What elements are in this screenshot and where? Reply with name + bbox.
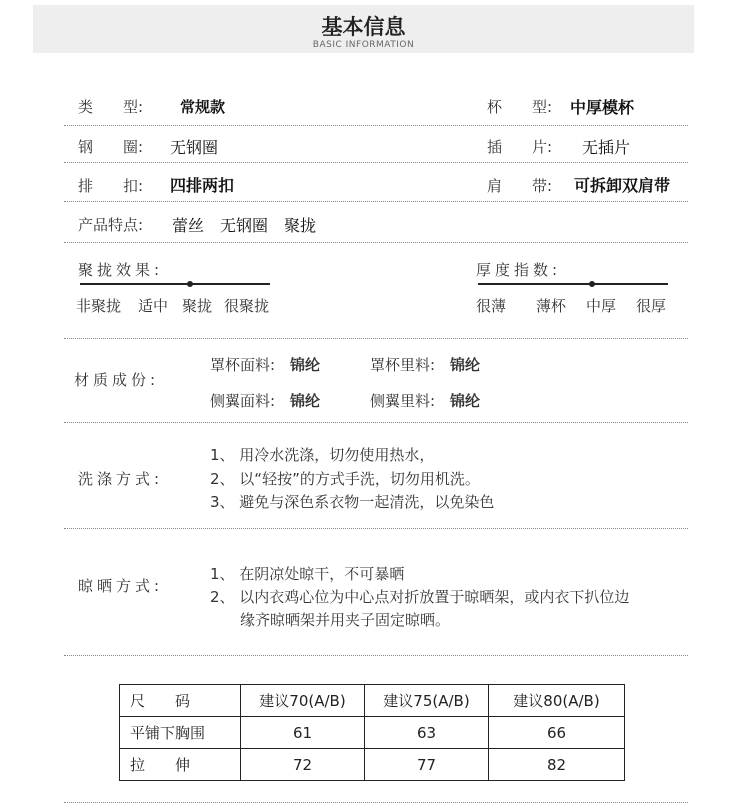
features-label: 产品特点: bbox=[78, 216, 144, 234]
washing-item: 2、 以“轻按”的方式手洗，切勿用机洗。 bbox=[210, 470, 480, 488]
wing-lining-value: 锦纶 bbox=[450, 392, 481, 410]
table-cell: 61 bbox=[241, 717, 365, 749]
insert-label: 插 片: bbox=[487, 138, 553, 156]
thickness-scale-2: 薄杯 bbox=[536, 297, 567, 315]
thickness-scale-line bbox=[478, 283, 668, 285]
table-cell: 平铺下胸围 bbox=[120, 717, 241, 749]
wing-lining-label: 侧翼里料: bbox=[370, 392, 436, 410]
type-value: 常规款 bbox=[180, 98, 226, 116]
thickness-scale-3: 中厚 bbox=[586, 297, 617, 315]
insert-value: 无插片 bbox=[582, 138, 631, 157]
hook-value: 四排两扣 bbox=[170, 176, 235, 195]
thickness-scale-4: 很厚 bbox=[636, 297, 667, 315]
divider bbox=[64, 422, 688, 423]
push-up-scale-3: 聚拢 bbox=[182, 297, 213, 315]
divider bbox=[64, 162, 688, 163]
thickness-scale-1: 很薄 bbox=[476, 297, 507, 315]
material-label: 材质成份: bbox=[74, 371, 160, 389]
table-cell: 72 bbox=[241, 749, 365, 781]
drying-item: 2、 以内衣鸡心位为中心点对折放置于晾晒架，或内衣下扒位边 bbox=[210, 588, 630, 606]
table-header-cell: 尺 码 bbox=[120, 685, 241, 717]
divider bbox=[64, 201, 688, 202]
washing-item: 1、 用冷水洗涤，切勿使用热水， bbox=[210, 446, 435, 464]
strap-value: 可拆卸双肩带 bbox=[574, 176, 671, 195]
thickness-label: 厚度指数: bbox=[476, 261, 562, 279]
strap-label: 肩 带: bbox=[487, 177, 553, 195]
cup-lining-value: 锦纶 bbox=[450, 356, 481, 374]
table-cell: 拉 伸 bbox=[120, 749, 241, 781]
table-header-cell: 建议75(A/B) bbox=[365, 685, 489, 717]
push-up-scale-2: 适中 bbox=[138, 297, 169, 315]
divider bbox=[64, 125, 688, 126]
table-header-cell: 建议70(A/B) bbox=[241, 685, 365, 717]
push-up-scale-4: 很聚拢 bbox=[224, 297, 270, 315]
drying-item: 1、 在阴凉处晾干，不可暴晒 bbox=[210, 565, 405, 583]
wire-label: 钢 圈: bbox=[78, 138, 144, 156]
divider bbox=[64, 338, 688, 339]
wing-face-value: 锦纶 bbox=[290, 392, 321, 410]
table-cell: 77 bbox=[365, 749, 489, 781]
wing-face-label: 侧翼面料: bbox=[210, 392, 276, 410]
table-header-row bbox=[120, 685, 625, 717]
section-header bbox=[33, 5, 694, 53]
push-up-label: 聚拢效果: bbox=[78, 261, 164, 279]
washing-label: 洗涤方式: bbox=[78, 470, 164, 488]
section-subtitle: BASIC INFORMATION bbox=[312, 40, 415, 50]
table-cell: 82 bbox=[489, 749, 625, 781]
table-row bbox=[120, 749, 625, 781]
type-label: 类 型: bbox=[78, 98, 144, 116]
table-cell: 66 bbox=[489, 717, 625, 749]
table-cell: 63 bbox=[365, 717, 489, 749]
cup-value: 中厚模杯 bbox=[570, 98, 635, 117]
thickness-level-dot bbox=[589, 281, 595, 287]
features-value: 蕾丝 无钢圈 聚拢 bbox=[172, 216, 317, 235]
divider bbox=[64, 242, 688, 243]
table-header-cell: 建议80(A/B) bbox=[489, 685, 625, 717]
divider bbox=[64, 528, 688, 529]
push-up-scale-line bbox=[80, 283, 270, 285]
drying-item: 缘齐晾晒架并用夹子固定晾晒。 bbox=[240, 611, 451, 629]
hook-label: 排 扣: bbox=[78, 177, 144, 195]
cup-face-value: 锦纶 bbox=[290, 356, 321, 374]
push-up-scale-1: 非聚拢 bbox=[76, 297, 122, 315]
drying-label: 晾晒方式: bbox=[78, 577, 164, 595]
divider bbox=[64, 802, 688, 803]
wire-value: 无钢圈 bbox=[170, 138, 219, 157]
push-up-level-dot bbox=[187, 281, 193, 287]
section-title: 基本信息 bbox=[321, 15, 406, 39]
cup-label: 杯 型: bbox=[487, 98, 553, 116]
table-row bbox=[120, 717, 625, 749]
divider bbox=[64, 655, 688, 656]
washing-item: 3、 避免与深色系衣物一起清洗，以免染色 bbox=[210, 493, 495, 511]
size-table bbox=[119, 684, 625, 781]
cup-face-label: 罩杯面料: bbox=[210, 356, 276, 374]
cup-lining-label: 罩杯里料: bbox=[370, 356, 436, 374]
